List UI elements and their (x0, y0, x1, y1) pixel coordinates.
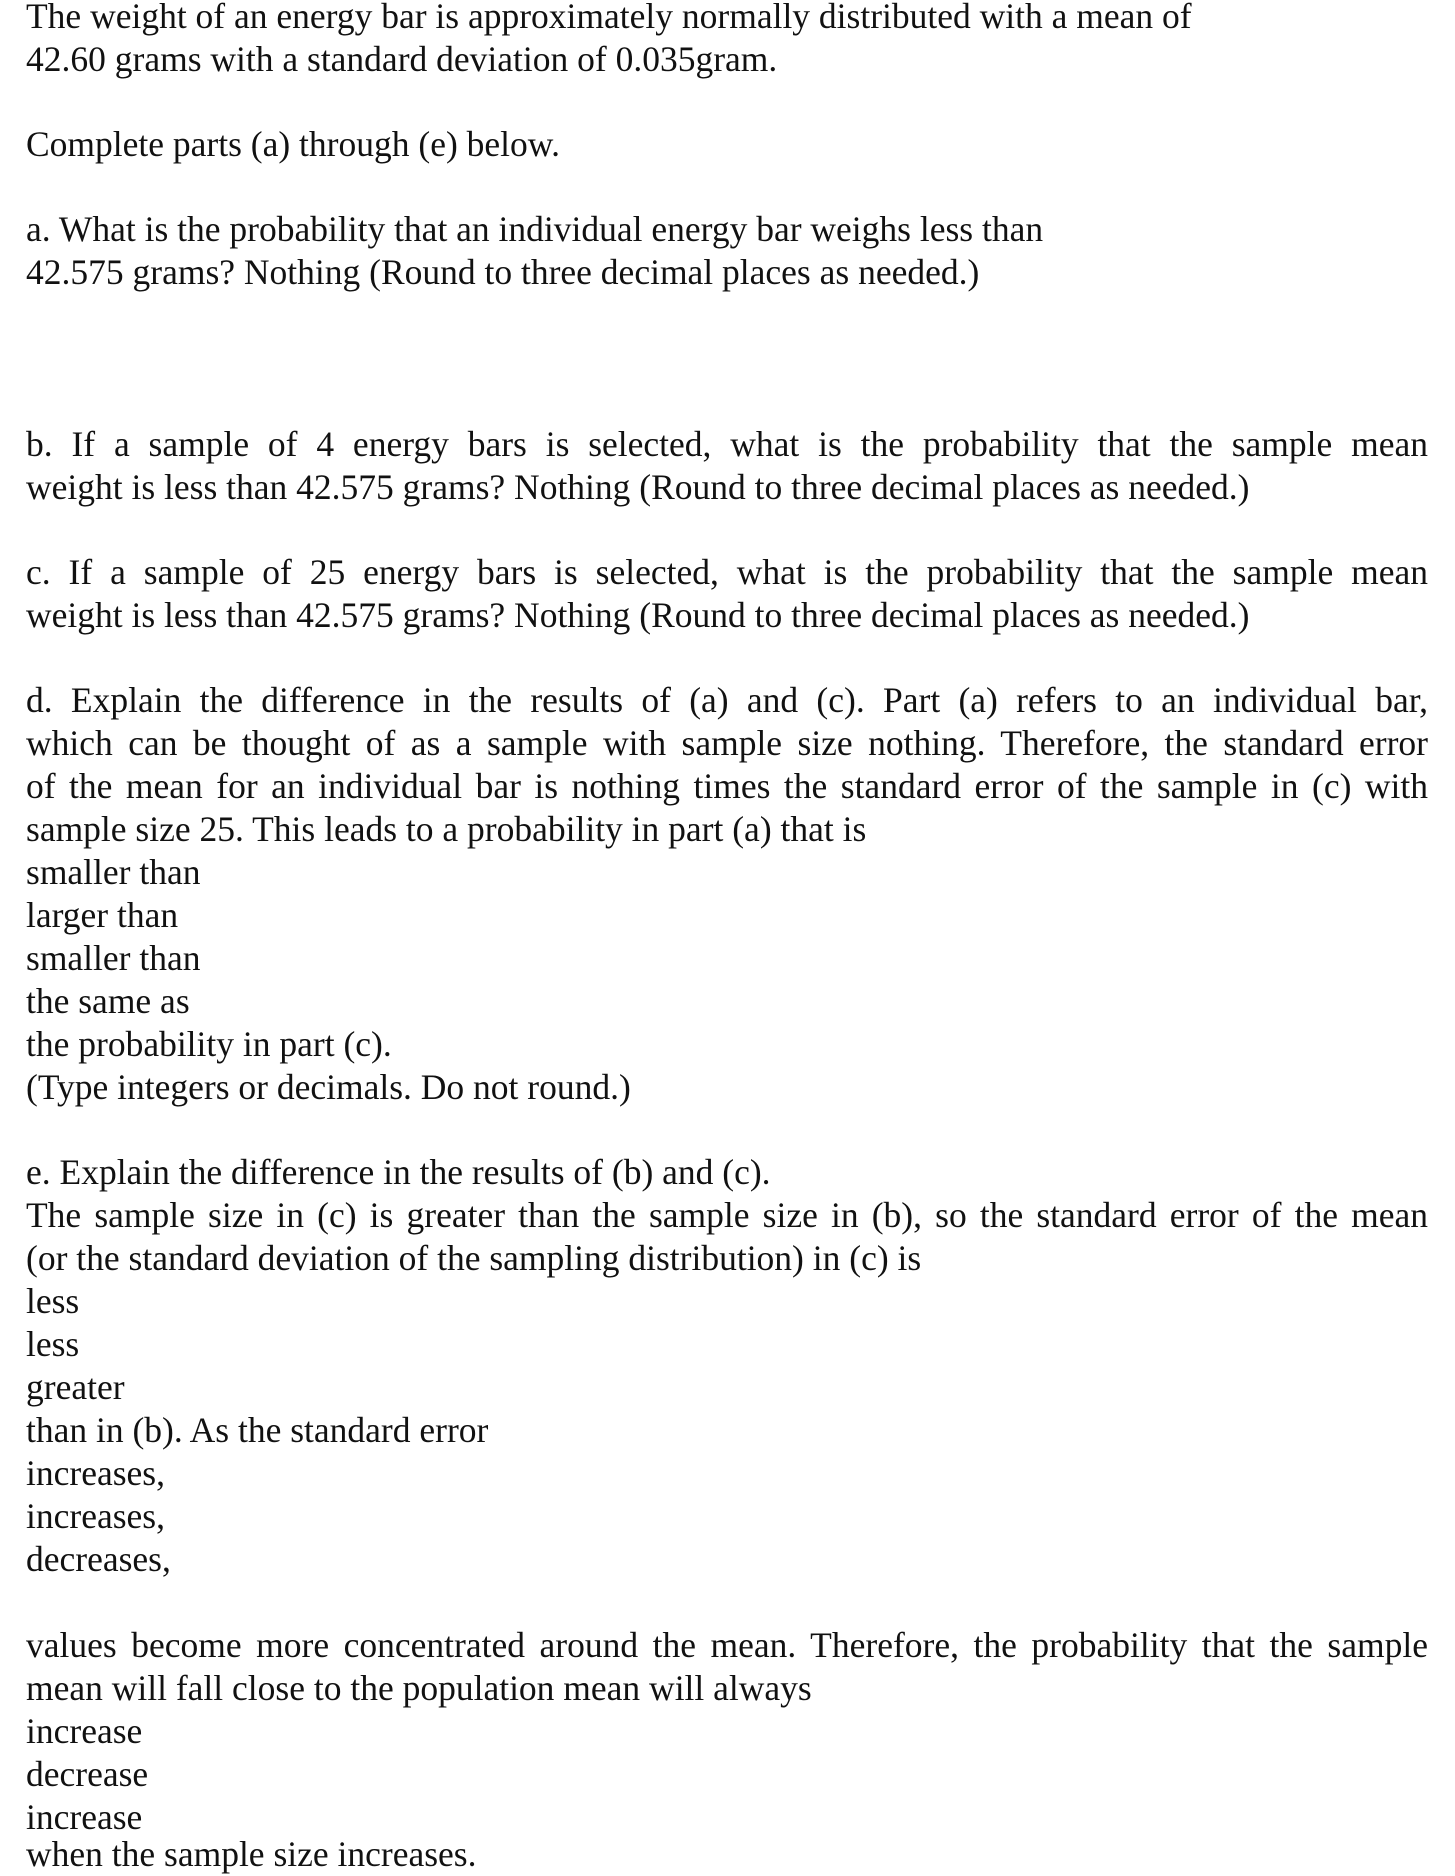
part-e-end-text: when the sample size increases. (26, 1834, 477, 1874)
part-e-dropdown-1-selected[interactable]: less (26, 1281, 80, 1321)
part-e-dropdown-1-option[interactable]: greater (26, 1367, 125, 1407)
part-e-dropdown-2-selected[interactable]: increases, (26, 1453, 165, 1493)
intro-line-2: 42.60 grams with a standard deviation of 0.035gram. (26, 39, 778, 79)
part-b-line-1: b. If a sample of 4 energy bars is selected, what is the probability that the sample mean (26, 424, 1428, 464)
part-c-line-1: c. If a sample of 25 energy bars is selected, what is the probability that the sample mean (26, 552, 1428, 592)
part-e-line-4: values become more concentrated around the mean. Therefore, the probability that the sample (26, 1625, 1428, 1665)
part-c-line-2: weight is less than 42.575 grams? Nothing (Round to three decimal places as needed.) (26, 595, 1250, 635)
part-d-line-3: of the mean for an individual bar is nothing times the standard error of the sample in (c) with (26, 766, 1428, 806)
part-d-note: (Type integers or decimals. Do not round.) (26, 1067, 631, 1107)
part-e-mid-text: than in (b). As the standard error (26, 1410, 489, 1450)
part-a-line-2: 42.575 grams? Nothing (Round to three decimal places as needed.) (26, 252, 980, 292)
part-e-dropdown-3-option[interactable]: increase (26, 1797, 143, 1837)
part-d-line-4: sample size 25. This leads to a probability in part (a) that is (26, 809, 867, 849)
part-e-dropdown-2-option[interactable]: decreases, (26, 1539, 171, 1579)
part-e-line-3: (or the standard deviation of the sampling distribution) in (c) is (26, 1238, 922, 1278)
intro-line-1: The weight of an energy bar is approximately normally distributed with a mean of (26, 0, 1192, 36)
part-a-line-1: a. What is the probability that an individual energy bar weighs less than (26, 209, 1044, 249)
part-d-after-text: the probability in part (c). (26, 1024, 392, 1064)
part-d-line-1: d. Explain the difference in the results of (a) and (c). Part (a) refers to an individual bar, (26, 680, 1428, 720)
part-d-dropdown-option[interactable]: smaller than (26, 938, 201, 978)
part-e-line-1: e. Explain the difference in the results of (b) and (c). (26, 1152, 771, 1192)
part-d-dropdown-selected[interactable]: smaller than (26, 852, 201, 892)
instruction-text: Complete parts (a) through (e) below. (26, 124, 560, 164)
part-d-dropdown-option[interactable]: the same as (26, 981, 190, 1021)
part-e-line-2: The sample size in (c) is greater than the sample size in (b), so the standard error of the mean (26, 1195, 1428, 1235)
part-e-dropdown-2-option[interactable]: increases, (26, 1496, 165, 1536)
part-e-line-5: mean will fall close to the population mean will always (26, 1668, 812, 1708)
part-d-dropdown-option[interactable]: larger than (26, 895, 179, 935)
part-b-line-2: weight is less than 42.575 grams? Nothing (Round to three decimal places as needed.) (26, 467, 1250, 507)
part-e-dropdown-1-option[interactable]: less (26, 1324, 80, 1364)
part-d-line-2: which can be thought of as a sample with sample size nothing. Therefore, the standard error (26, 723, 1428, 763)
part-e-dropdown-3-option[interactable]: decrease (26, 1754, 149, 1794)
part-e-dropdown-3-selected[interactable]: increase (26, 1711, 143, 1751)
